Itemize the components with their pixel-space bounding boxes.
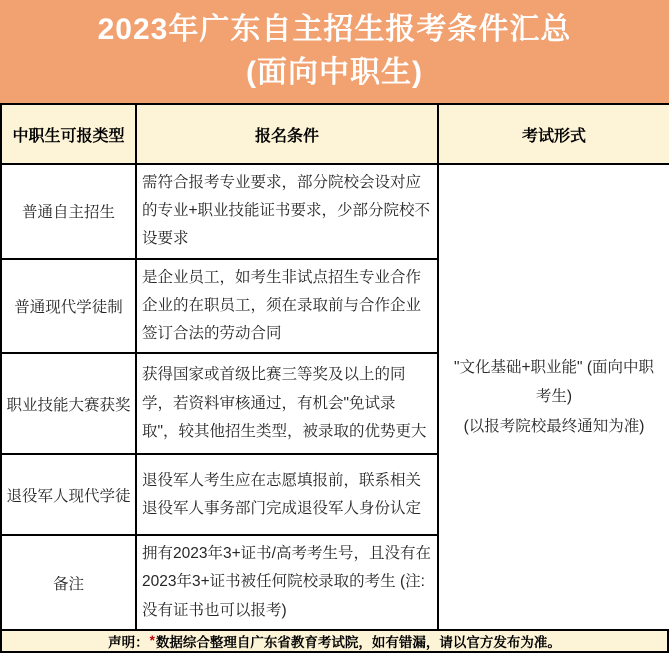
disclaimer-text: 数据综合整理自广东省教育考试院，如有错漏，请以官方发布为准。	[155, 634, 561, 650]
table-row	[1, 164, 669, 259]
row-type: 退役军人现代学徒	[1, 454, 136, 535]
header-condition: 报名条件	[136, 104, 438, 164]
table-header-row	[1, 104, 669, 164]
title-banner	[0, 0, 669, 103]
header-type: 中职生可报类型	[1, 104, 136, 164]
page-title-line2: (面向中职生)	[246, 55, 423, 89]
header-exam: 考试形式	[438, 104, 669, 164]
row-condition: 退役军人考生应在志愿填报前，联系相关退役军人事务部门完成退役军人身份认定	[136, 454, 438, 535]
conditions-table	[0, 103, 669, 631]
row-type: 备注	[1, 535, 136, 630]
row-type: 普通自主招生	[1, 164, 136, 259]
row-condition: 拥有2023年3+证书/高考考生号，且没有在2023年3+证书被任何院校录取的考生 (注: 没有证书也可以报考)	[136, 535, 438, 630]
row-condition: 需符合报考专业要求，部分院校会设对应的专业+职业技能证书要求，少部分院校不设要求	[136, 164, 438, 259]
exam-form-line1: "文化基础+职业能" (面向中职考生)	[453, 358, 655, 406]
disclaimer-prefix: 声明：	[108, 634, 149, 650]
row-type: 职业技能大赛获奖	[1, 353, 136, 454]
row-type: 普通现代学徒制	[1, 259, 136, 354]
exam-form-line2: (以报考院校最终通知为准)	[463, 417, 645, 435]
disclaimer-asterisk: *	[149, 633, 155, 649]
disclaimer-bar	[0, 629, 669, 653]
page-title-line1: 2023年广东自主招生报考条件汇总	[97, 13, 572, 46]
row-condition: 获得国家或首级比赛三等奖及以上的同学，若资料审核通过，有机会"免试录取"，较其他招生类型，被录取的优势更大	[136, 353, 438, 454]
row-condition: 是企业员工，如考生非试点招生专业合作企业的在职员工，须在录取前与合作企业签订合法的劳动合同	[136, 259, 438, 354]
exam-form-cell	[438, 164, 669, 630]
